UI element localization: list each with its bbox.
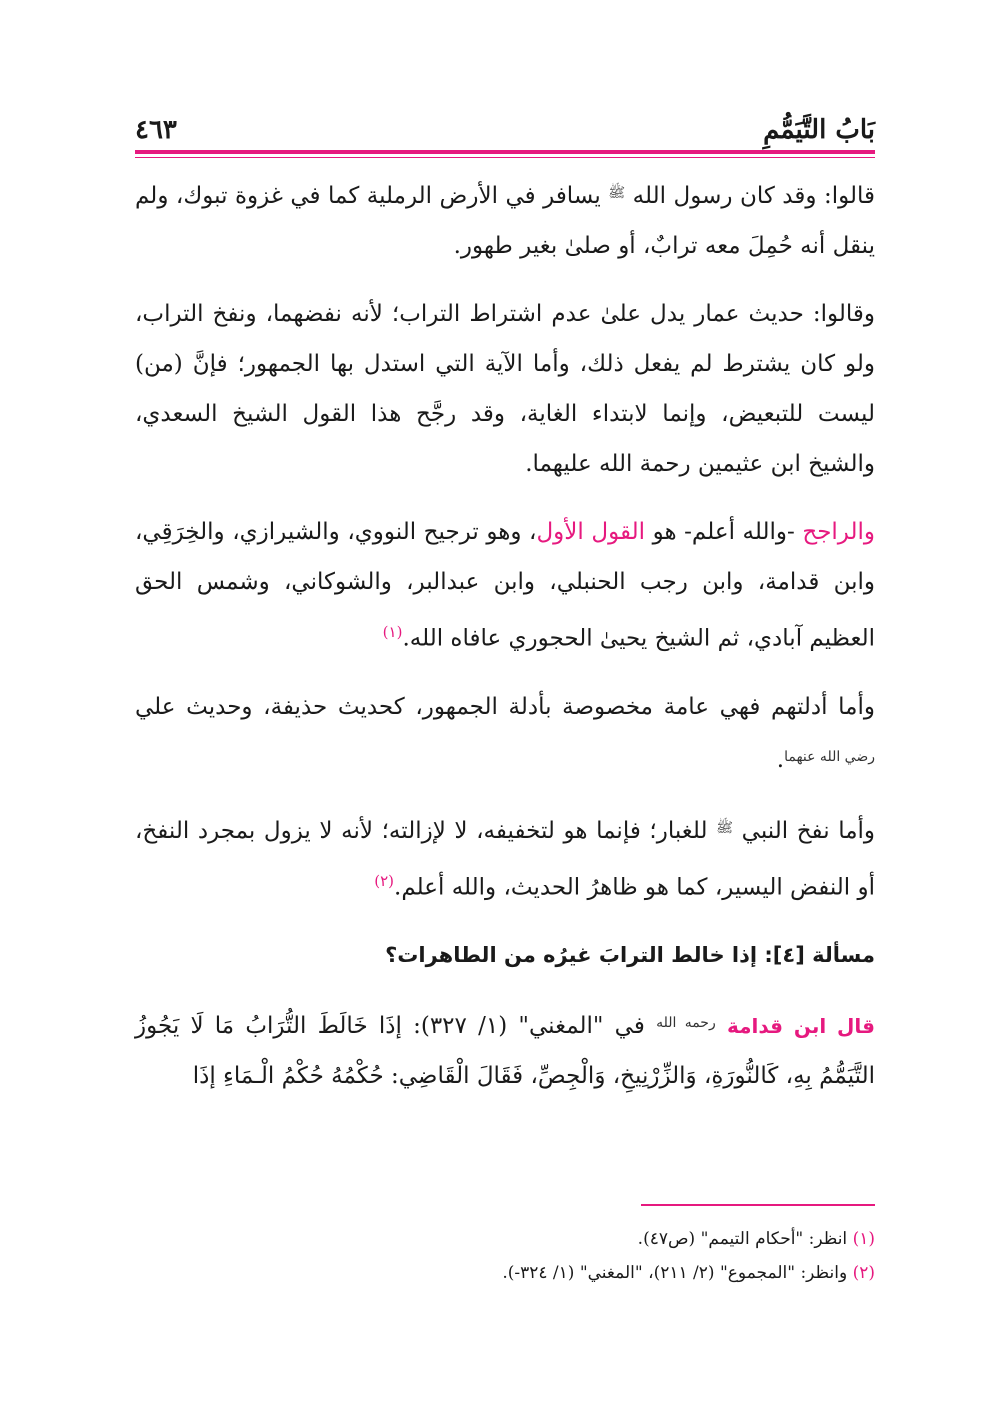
paragraph-5-text-b: للغبار؛ فإنما هو لتخفيفه، لا لإزالته؛ لأنه لا يزول بمجرد النفخ، أو النفض اليسير، كما هو ظاهرُ الحديث، والله أعلم.: [135, 817, 875, 901]
honorific-mark: ﷺ: [716, 819, 734, 836]
paragraph-1: [135, 168, 875, 271]
page-body: [135, 168, 875, 1101]
footnote-2: [135, 1256, 875, 1290]
footnote-number: (١): [852, 1229, 875, 1249]
preferred-label: والراجح: [802, 519, 875, 545]
footnotes: [135, 1222, 875, 1290]
header-rule-thick: [135, 150, 875, 154]
header-rule-thin: [135, 157, 875, 158]
footnote-divider: [641, 1204, 875, 1206]
paragraph-3-text-b: ، وهو ترجيح النووي، والشيرازي، والخِرَقِي، وابن قدامة، وابن رجب الحنبلي، وابن عبدالبر، والشوكاني، وشمس الحق العظيم آبادي، ثم الشيخ يحيىٰ الحجوري عافاه الله.: [135, 519, 875, 652]
quote-author: قال ابن قدامة: [726, 1014, 876, 1039]
footnote-number: (٢): [852, 1263, 875, 1283]
honorific-mark: رضي الله عنهما: [784, 748, 875, 765]
paragraph-5-text-a: وأما نفخ النبي: [741, 817, 876, 844]
quote-paragraph: [135, 998, 875, 1101]
paragraph-4-end: .: [776, 746, 785, 773]
footnote-ref-1[interactable]: (١): [382, 623, 403, 641]
honorific-mark: رحمه الله: [656, 1015, 716, 1032]
honorific-mark: ﷺ: [608, 185, 626, 201]
footnote-1: [135, 1222, 875, 1256]
paragraph-4-text: وأما أدلتهم فهي عامة مخصوصة بأدلة الجمهور، كحديث حذيفة، وحديث علي: [135, 693, 875, 720]
paragraph-2: وقالوا: حديث عمار يدل علىٰ عدم اشتراط التراب؛ لأنه نفضهما، ونفخ التراب، ولو كان يشترط لم يفعل ذلك، وأما الآية التي استدل بها الجمهور؛ فإنَّ (من) ليست للتبعيض، وإنما لابتداء الغاية، وقد رجَّح هذا القول الشيخ السعدي، والشيخ ابن عثيمين رحمة الله عليهما.: [135, 301, 875, 477]
paragraph-1-text: قالوا: وقد كان رسول الله: [632, 183, 876, 209]
question-heading: مسألة [٤]: إذا خالط الترابَ غيرُه من الطاهرات؟: [385, 943, 875, 968]
chapter-title: بَابُ التَّيَمُّمِ: [763, 115, 875, 145]
paragraph-3-text-a: -والله أعلم- هو: [652, 519, 795, 545]
first-opinion-label: القول الأول: [536, 519, 645, 545]
paragraph-3: [135, 507, 875, 664]
paragraph-1-rest: يسافر في الأرض الرملية كما في غزوة تبوك، ولم ينقل أنه حُمِلَ معه ترابٌ، أو صلىٰ بغير طهور.: [135, 183, 875, 259]
footnote-ref-2[interactable]: (٢): [374, 871, 395, 890]
footnote-text: وانظر: "المجموع" (٢/ ٢١١)، "المغني" (١/ ٣٢٤-).: [502, 1263, 848, 1283]
paragraph-4: [135, 682, 875, 785]
paragraph-5: [135, 803, 875, 913]
page-number: ٤٦٣: [135, 115, 177, 145]
footnote-text: انظر: "أحكام التيمم" (ص٤٧).: [637, 1229, 848, 1249]
quote-text: في "المغني" (١/ ٣٢٧): إذَا خَالَطَ التُّرَابُ مَا لَا يَجُوزُ التَّيَمُّمُ بِهِ، كَالنُّورَةِ، وَالزِّرْنِيخِ، وَالْجِصِّ، فَقَالَ الْقَاضِي: حُكْمُهُ حُكْمُ الْـمَاءِ إذَا: [135, 1013, 875, 1090]
page-header: [135, 108, 875, 148]
